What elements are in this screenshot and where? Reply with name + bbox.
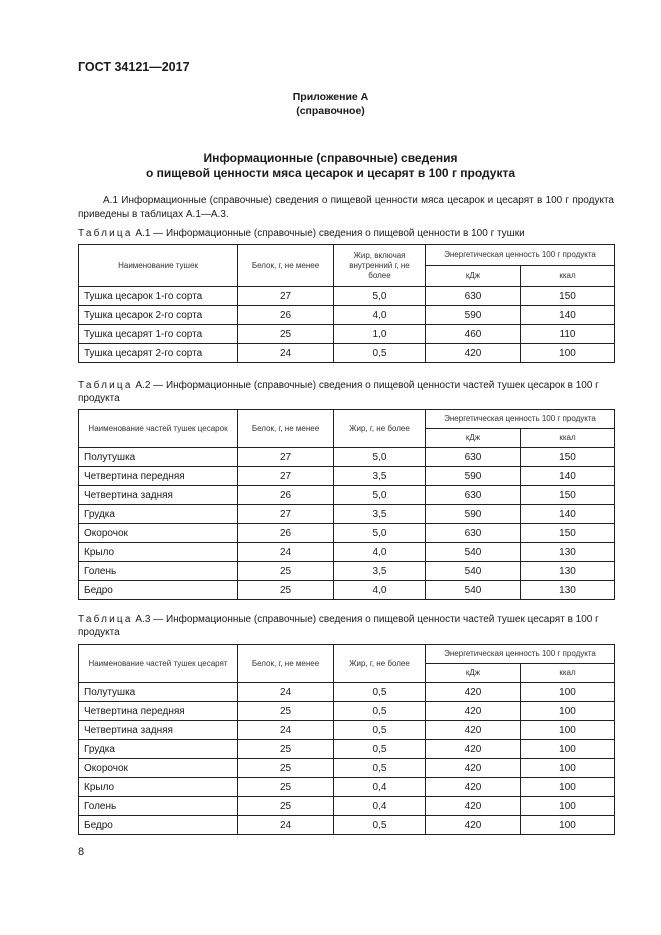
cell-name: Грудка <box>79 740 238 759</box>
cell-kj: 420 <box>426 759 521 778</box>
cell-name: Полутушка <box>79 448 238 467</box>
table-row <box>79 816 615 835</box>
table3-caption-label: Таблица <box>78 614 133 625</box>
table3-caption-text: А.3 — Информационные (справочные) сведения о пищевой ценности частей тушек цесарят в 100 г продукта <box>78 614 599 638</box>
cell-kcal: 130 <box>521 543 615 562</box>
cell-name: Окорочок <box>79 524 238 543</box>
table-row <box>79 581 615 600</box>
cell-kj: 420 <box>426 721 521 740</box>
cell-kj: 590 <box>426 306 521 325</box>
cell-kcal: 100 <box>521 816 615 835</box>
table2-caption-text: А.2 — Информационные (справочные) сведения о пищевой ценности частей тушек цесарок в 100 г продукта <box>78 380 599 404</box>
table1-header-kcal: ккал <box>521 266 615 287</box>
table2-caption <box>78 379 614 405</box>
cell-name: Четвертина задняя <box>79 721 238 740</box>
cell-kcal: 130 <box>521 562 615 581</box>
table-row <box>79 683 615 702</box>
table2-body <box>79 448 615 600</box>
cell-kj: 590 <box>426 467 521 486</box>
cell-fat: 3,5 <box>334 505 426 524</box>
table3-body <box>79 683 615 835</box>
cell-name: Тушка цесарят 1-го сорта <box>79 325 238 344</box>
cell-fat: 0,4 <box>334 778 426 797</box>
cell-kj: 420 <box>426 344 521 363</box>
table-row <box>79 543 615 562</box>
cell-kcal: 150 <box>521 448 615 467</box>
cell-kcal: 110 <box>521 325 615 344</box>
table1-header-kj: кДж <box>426 266 521 287</box>
table-a3 <box>78 644 615 835</box>
cell-fat: 4,0 <box>334 543 426 562</box>
cell-kcal: 140 <box>521 467 615 486</box>
cell-name: Голень <box>79 797 238 816</box>
cell-protein: 25 <box>238 740 334 759</box>
cell-name: Грудка <box>79 505 238 524</box>
cell-protein: 24 <box>238 816 334 835</box>
table-row <box>79 486 615 505</box>
cell-kcal: 100 <box>521 702 615 721</box>
table1-caption-label: Таблица <box>78 228 133 239</box>
table1-body <box>79 287 615 363</box>
table2-header-energy: Энергетическая ценность 100 г продукта <box>426 410 615 429</box>
cell-fat: 1,0 <box>334 325 426 344</box>
table-a2 <box>78 409 615 600</box>
page-number: 8 <box>78 846 85 858</box>
cell-protein: 27 <box>238 467 334 486</box>
table1-header-name: Наименование тушек <box>79 245 238 287</box>
cell-kcal: 100 <box>521 740 615 759</box>
cell-kcal: 150 <box>521 486 615 505</box>
table-row <box>79 524 615 543</box>
cell-kj: 460 <box>426 325 521 344</box>
cell-protein: 25 <box>238 778 334 797</box>
appendix-note: (справочное) <box>296 105 365 117</box>
cell-name: Тушка цесарят 2-го сорта <box>79 344 238 363</box>
cell-kcal: 130 <box>521 581 615 600</box>
cell-protein: 24 <box>238 721 334 740</box>
cell-kj: 420 <box>426 778 521 797</box>
cell-protein: 24 <box>238 683 334 702</box>
cell-fat: 0,5 <box>334 683 426 702</box>
cell-protein: 25 <box>238 702 334 721</box>
intro-paragraph: А.1 Информационные (справочные) сведения о пищевой ценности мяса цесарок и цесарят в 100 г продукта приведены в таблицах А.1—А.3. <box>78 195 614 220</box>
table-row <box>79 797 615 816</box>
cell-name: Тушка цесарок 2-го сорта <box>79 306 238 325</box>
cell-name: Четвертина передняя <box>79 467 238 486</box>
cell-kj: 630 <box>426 486 521 505</box>
cell-kj: 590 <box>426 505 521 524</box>
cell-fat: 3,5 <box>334 467 426 486</box>
table1-caption <box>78 227 614 240</box>
table3-header-kcal: ккал <box>521 664 615 683</box>
cell-name: Крыло <box>79 543 238 562</box>
table1-header-energy: Энергетическая ценность 100 г продукта <box>426 245 615 266</box>
cell-kj: 420 <box>426 740 521 759</box>
cell-kcal: 150 <box>521 524 615 543</box>
cell-kj: 540 <box>426 581 521 600</box>
cell-kcal: 100 <box>521 344 615 363</box>
cell-kcal: 100 <box>521 797 615 816</box>
table3-header-energy: Энергетическая ценность 100 г продукта <box>426 645 615 664</box>
cell-kj: 420 <box>426 683 521 702</box>
table-row <box>79 702 615 721</box>
table2-header-name: Наименование частей тушек цесарок <box>79 410 238 448</box>
document-code: ГОСТ 34121—2017 <box>78 60 190 74</box>
table-row <box>79 287 615 306</box>
cell-name: Крыло <box>79 778 238 797</box>
table3-header-kj: кДж <box>426 664 521 683</box>
section-heading-line2: о пищевой ценности мяса цесарок и цесарят в 100 г продукта <box>145 166 516 180</box>
appendix-title: Приложение А <box>292 91 369 103</box>
cell-fat: 0,4 <box>334 797 426 816</box>
cell-name: Полутушка <box>79 683 238 702</box>
cell-kcal: 140 <box>521 306 615 325</box>
table1-header-fat: Жир, включая внутренний г, не более <box>334 245 426 287</box>
cell-name: Четвертина задняя <box>79 486 238 505</box>
cell-name: Бедро <box>79 581 238 600</box>
cell-kj: 420 <box>426 816 521 835</box>
table1-caption-text: А.1 — Информационные (справочные) сведения о пищевой ценности в 100 г тушки <box>132 228 525 239</box>
cell-kj: 540 <box>426 562 521 581</box>
cell-fat: 4,0 <box>334 581 426 600</box>
cell-fat: 0,5 <box>334 816 426 835</box>
table3-header-name: Наименование частей тушек цесарят <box>79 645 238 683</box>
cell-protein: 25 <box>238 797 334 816</box>
cell-protein: 25 <box>238 581 334 600</box>
cell-kcal: 100 <box>521 759 615 778</box>
table2-header-protein: Белок, г, не менее <box>238 410 334 448</box>
cell-protein: 25 <box>238 325 334 344</box>
cell-name: Четвертина передняя <box>79 702 238 721</box>
cell-protein: 26 <box>238 524 334 543</box>
cell-fat: 5,0 <box>334 287 426 306</box>
table-row <box>79 562 615 581</box>
table-row <box>79 778 615 797</box>
cell-kcal: 100 <box>521 683 615 702</box>
cell-protein: 27 <box>238 448 334 467</box>
cell-name: Окорочок <box>79 759 238 778</box>
cell-kj: 630 <box>426 287 521 306</box>
table2-header-fat: Жир, г, не более <box>334 410 426 448</box>
cell-kj: 540 <box>426 543 521 562</box>
cell-kj: 420 <box>426 797 521 816</box>
cell-fat: 5,0 <box>334 486 426 505</box>
cell-name: Бедро <box>79 816 238 835</box>
cell-fat: 5,0 <box>334 524 426 543</box>
table3-caption <box>78 613 614 639</box>
cell-kcal: 100 <box>521 778 615 797</box>
cell-fat: 0,5 <box>334 702 426 721</box>
cell-fat: 0,5 <box>334 759 426 778</box>
cell-kj: 420 <box>426 702 521 721</box>
cell-fat: 5,0 <box>334 448 426 467</box>
cell-protein: 25 <box>238 562 334 581</box>
cell-protein: 24 <box>238 344 334 363</box>
cell-kj: 630 <box>426 448 521 467</box>
cell-kcal: 140 <box>521 505 615 524</box>
table-row <box>79 740 615 759</box>
table3-header-protein: Белок, г, не менее <box>238 645 334 683</box>
table2-header-kj: кДж <box>426 429 521 448</box>
cell-fat: 0,5 <box>334 344 426 363</box>
cell-fat: 0,5 <box>334 740 426 759</box>
cell-protein: 27 <box>238 287 334 306</box>
table-row <box>79 344 615 363</box>
table-row <box>79 505 615 524</box>
cell-fat: 3,5 <box>334 562 426 581</box>
table3-header-fat: Жир, г, не более <box>334 645 426 683</box>
cell-fat: 4,0 <box>334 306 426 325</box>
table-a1 <box>78 244 615 363</box>
table2-caption-label: Таблица <box>78 380 133 391</box>
table-row <box>79 325 615 344</box>
section-heading-line1: Информационные (справочные) сведения <box>203 151 458 165</box>
table-row <box>79 467 615 486</box>
cell-kcal: 150 <box>521 287 615 306</box>
cell-protein: 26 <box>238 486 334 505</box>
cell-protein: 24 <box>238 543 334 562</box>
table-row <box>79 448 615 467</box>
table-row <box>79 759 615 778</box>
table1-header-protein: Белок, г, не менее <box>238 245 334 287</box>
cell-protein: 25 <box>238 759 334 778</box>
cell-name: Тушка цесарок 1-го сорта <box>79 287 238 306</box>
cell-kj: 630 <box>426 524 521 543</box>
cell-protein: 27 <box>238 505 334 524</box>
table-row <box>79 721 615 740</box>
cell-protein: 26 <box>238 306 334 325</box>
table-row <box>79 306 615 325</box>
table2-header-kcal: ккал <box>521 429 615 448</box>
cell-kcal: 100 <box>521 721 615 740</box>
cell-fat: 0,5 <box>334 721 426 740</box>
cell-name: Голень <box>79 562 238 581</box>
